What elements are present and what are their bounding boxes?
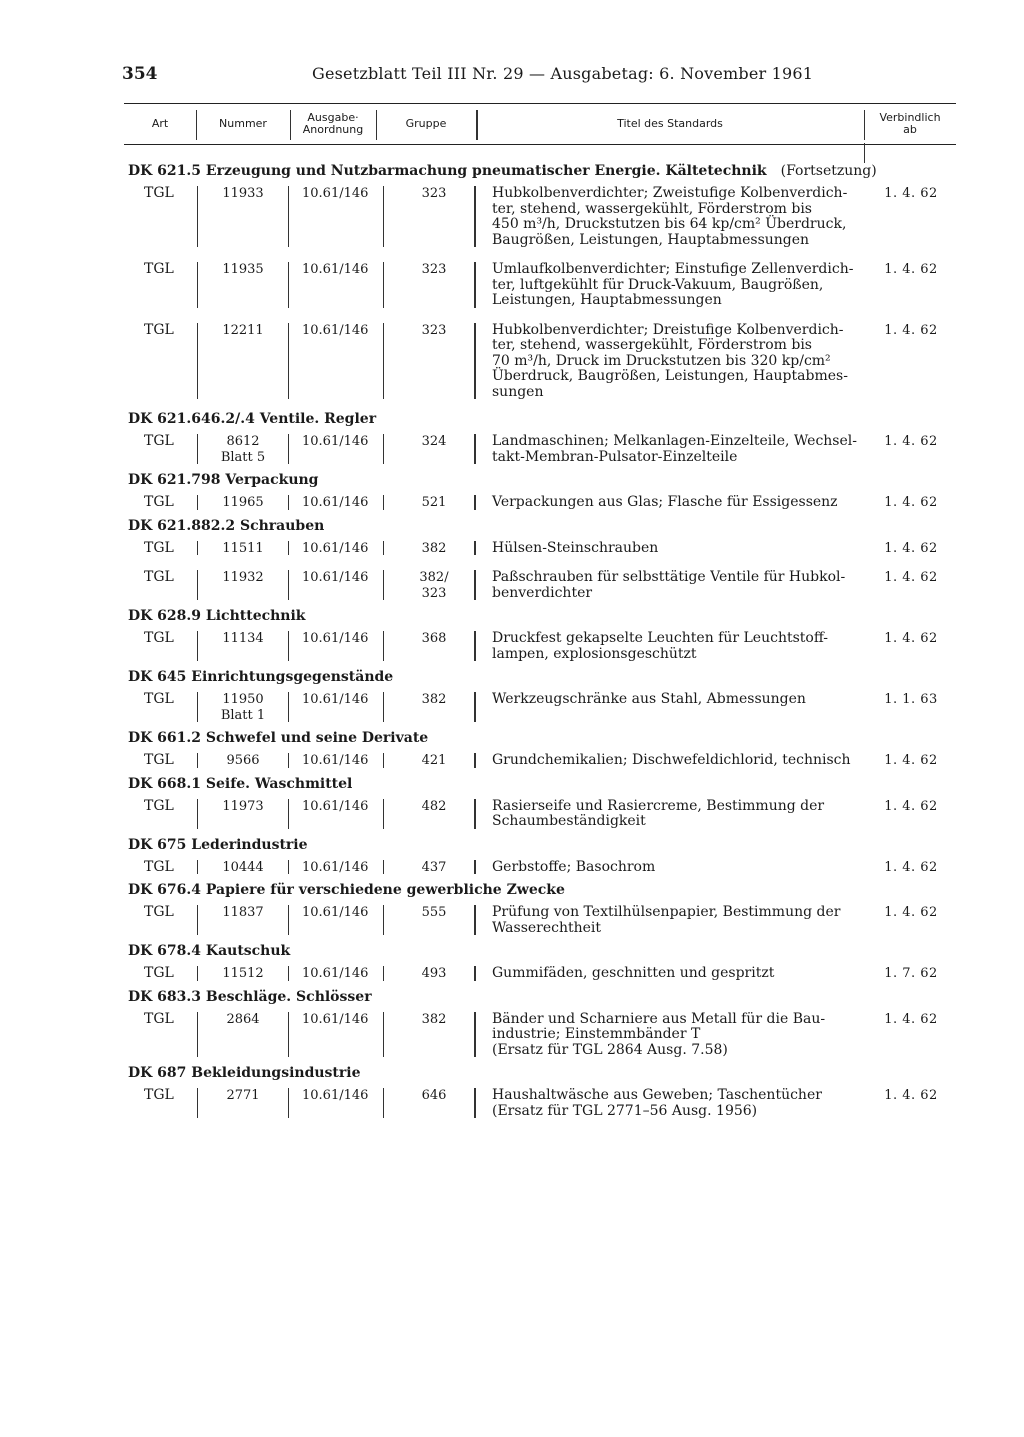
col-verbindlich-line1: Verbindlich	[879, 110, 941, 124]
section-heading	[0, 469, 1024, 491]
col-ausgabe-line1: Ausgabe·	[307, 110, 359, 124]
cell-ausgabe: 10.61/146	[302, 262, 369, 277]
row-divider	[383, 186, 384, 247]
cell-title	[492, 541, 858, 557]
col-nummer: Nummer	[219, 116, 267, 130]
section-heading-text: DK 683.3 Beschläge. Schlösser	[128, 988, 372, 1005]
section-heading-continuation: (Fortsetzung)	[780, 163, 877, 179]
row-divider	[383, 1012, 384, 1058]
table-row	[0, 1088, 1024, 1119]
cell-nummer	[200, 495, 286, 511]
cell-title	[492, 1012, 858, 1059]
row-divider	[383, 753, 384, 768]
cell-art: TGL	[144, 433, 174, 449]
section-heading-text: DK 687 Bekleidungsindustrie	[128, 1065, 361, 1081]
cell-title	[492, 570, 858, 601]
section-heading-text: DK 675 Lederindustrie	[128, 836, 308, 853]
cell-verbindlich-ab: 1. 4. 62	[884, 495, 938, 510]
cell-title	[492, 799, 858, 830]
cell-art: TGL	[144, 904, 174, 920]
col-art: Art	[151, 116, 169, 130]
section-heading	[0, 160, 1024, 182]
row-divider	[383, 495, 384, 510]
row-divider	[197, 323, 198, 400]
row-divider	[383, 631, 384, 661]
cell-nummer-line: 11933	[222, 186, 264, 201]
cell-nummer-line: 8612	[226, 434, 260, 449]
row-divider	[197, 570, 198, 600]
row-divider	[197, 905, 198, 935]
row-divider	[474, 186, 476, 247]
cell-nummer	[200, 966, 286, 982]
cell-nummer	[200, 692, 286, 723]
cell-gruppe	[400, 541, 468, 557]
cell-title	[492, 905, 858, 936]
cell-gruppe-line: 382	[421, 1011, 447, 1027]
cell-ausgabe: 10.61/146	[302, 1011, 369, 1027]
col-verbindlich	[864, 104, 956, 144]
section-heading	[0, 879, 1024, 901]
row-divider	[197, 495, 198, 510]
row-divider	[197, 541, 198, 556]
table-row	[0, 262, 1024, 309]
cell-gruppe	[400, 860, 468, 876]
cell-ausgabe: 10.61/146	[302, 434, 369, 449]
table-column-header	[124, 103, 956, 145]
row-divider	[288, 323, 289, 400]
cell-title	[492, 1088, 858, 1119]
cell-title-line: Hülsen-Steinschrauben	[492, 539, 659, 556]
row-divider	[474, 323, 476, 400]
cell-art: TGL	[144, 539, 174, 556]
row-divider	[383, 541, 384, 556]
row-divider	[197, 631, 198, 661]
cell-verbindlich-ab: 1. 4. 62	[884, 859, 938, 875]
cell-title-line: Paßschrauben für selbsttätige Ventile für Hubkol-	[492, 569, 846, 585]
cell-gruppe-line: 437	[421, 859, 447, 875]
cell-title	[492, 262, 858, 309]
cell-title	[492, 186, 858, 248]
row-divider	[197, 186, 198, 247]
cell-gruppe	[400, 495, 468, 511]
row-divider	[197, 966, 198, 981]
section-heading-text: DK 628.9 Lichttechnik	[128, 608, 306, 624]
dk-section	[0, 940, 1024, 982]
cell-ausgabe: 10.61/146	[302, 1088, 369, 1103]
cell-nummer	[200, 1012, 286, 1028]
cell-nummer	[200, 753, 286, 769]
cell-gruppe-line: 323	[421, 322, 447, 338]
row-divider	[288, 186, 289, 247]
cell-title-line: ter, stehend, wassergekühlt, Förderstrom bis	[492, 200, 812, 217]
cell-title-line: Druckfest gekapselte Leuchten für Leuchtstoff-	[492, 630, 829, 646]
row-divider	[383, 966, 384, 981]
cell-verbindlich-ab: 1. 1. 63	[884, 692, 938, 707]
cell-art: TGL	[144, 797, 174, 814]
cell-verbindlich-ab: 1. 4. 62	[884, 186, 938, 201]
table-row	[0, 631, 1024, 662]
cell-nummer-line: 11935	[222, 262, 264, 277]
row-divider	[288, 1012, 289, 1058]
cell-nummer-line: 11512	[222, 966, 264, 981]
row-divider	[383, 860, 384, 875]
table-row	[0, 434, 1024, 465]
cell-title-line: 70 m³/h, Druck im Druckstutzen bis 320 kp/cm²	[492, 352, 831, 369]
cell-nummer-line: 2864	[226, 1011, 260, 1027]
section-heading-text: DK 645 Einrichtungsgegenstände	[128, 669, 394, 685]
cell-gruppe-line: 324	[421, 434, 447, 449]
cell-title-line: industrie; Einstemmbänder T	[492, 1026, 701, 1042]
cell-title-line: lampen, explosionsgeschützt	[492, 645, 697, 662]
cell-art: TGL	[144, 569, 174, 585]
row-divider	[197, 860, 198, 875]
cell-gruppe	[400, 1088, 468, 1104]
running-head: Gesetzblatt Teil III Nr. 29 — Ausgabetag: 6. November 1961	[312, 64, 814, 83]
cell-title	[492, 631, 858, 662]
cell-title	[492, 860, 858, 876]
row-divider	[288, 753, 289, 768]
cell-ausgabe: 10.61/146	[302, 966, 369, 981]
col-verbindlich-line2: ab	[903, 123, 917, 136]
cell-gruppe-line: 382	[421, 692, 447, 707]
cell-verbindlich-ab: 1. 7. 62	[884, 966, 938, 981]
cell-title-line: Schaumbeständigkeit	[492, 813, 646, 829]
section-heading-text: DK 621.882.2 Schrauben	[128, 517, 325, 534]
cell-title-line: 450 m³/h, Druckstutzen bis 64 kp/cm² Überdruck,	[492, 216, 847, 232]
cell-nummer-line: 11134	[222, 631, 264, 646]
dk-section	[0, 727, 1024, 769]
cell-nummer-line: 11511	[222, 540, 264, 556]
cell-gruppe	[400, 434, 468, 450]
section-heading	[0, 986, 1024, 1008]
row-divider	[474, 1088, 476, 1118]
cell-title-line: Werkzeugschränke aus Stahl, Abmessungen	[492, 691, 806, 707]
cell-nummer	[200, 799, 286, 815]
cell-gruppe	[400, 1012, 468, 1028]
cell-ausgabe: 10.61/146	[302, 540, 369, 556]
cell-title-line: (Ersatz für TGL 2864 Ausg. 7.58)	[492, 1041, 728, 1058]
page-header	[0, 60, 1024, 90]
cell-art: TGL	[144, 691, 174, 707]
cell-title	[492, 495, 858, 511]
cell-title-line: takt-Membran-Pulsator-Einzelteile	[492, 448, 738, 465]
dk-section	[0, 834, 1024, 876]
cell-gruppe-line: 521	[421, 495, 447, 510]
col-ausgabe-line2: Anordnung	[302, 123, 364, 136]
row-divider	[288, 905, 289, 935]
section-heading	[0, 727, 1024, 749]
cell-gruppe-line: 555	[421, 905, 447, 920]
table-row	[0, 799, 1024, 830]
cell-title	[492, 692, 858, 708]
cell-nummer	[200, 631, 286, 647]
cell-nummer-line: 10444	[222, 859, 264, 875]
row-divider	[383, 905, 384, 935]
row-divider	[474, 753, 476, 768]
row-divider	[288, 495, 289, 510]
cell-title-line: Rasierseife und Rasiercreme, Bestimmung der	[492, 797, 825, 814]
row-divider	[288, 692, 289, 722]
row-divider	[474, 692, 476, 722]
cell-title-line: Umlaufkolbenverdichter; Einstufige Zellenverdich-	[492, 261, 854, 277]
section-heading	[0, 940, 1024, 962]
cell-title	[492, 753, 858, 769]
cell-verbindlich-ab: 1. 4. 62	[884, 631, 938, 646]
cell-art: TGL	[144, 185, 174, 201]
cell-gruppe	[400, 570, 468, 601]
cell-gruppe	[400, 799, 468, 815]
cell-verbindlich-ab: 1. 4. 62	[884, 753, 938, 768]
cell-title-line: benverdichter	[492, 584, 593, 601]
cell-title-line: Haushaltwäsche aus Geweben; Taschentücher	[492, 1087, 822, 1103]
table-row	[0, 692, 1024, 723]
table-row	[0, 323, 1024, 401]
cell-title	[492, 323, 858, 401]
dk-section	[0, 160, 1024, 400]
row-divider	[288, 631, 289, 661]
cell-nummer	[200, 186, 286, 202]
dk-section	[0, 515, 1024, 602]
dk-section	[0, 605, 1024, 662]
cell-title-line: Verpackungen aus Glas; Flasche für Essigessenz	[492, 494, 838, 510]
cell-gruppe-line: 382/	[419, 570, 449, 585]
dk-section	[0, 1062, 1024, 1119]
row-divider	[474, 495, 476, 510]
cell-gruppe-line: 482	[421, 798, 447, 814]
cell-verbindlich-ab: 1. 4. 62	[884, 322, 938, 338]
table-row	[0, 905, 1024, 936]
row-divider	[383, 799, 384, 829]
cell-nummer	[200, 905, 286, 921]
cell-nummer-line: 11973	[222, 798, 264, 814]
cell-gruppe-line: 323	[421, 262, 447, 277]
row-divider	[474, 541, 476, 556]
table-row	[0, 570, 1024, 601]
row-divider	[474, 631, 476, 661]
row-divider	[197, 1088, 198, 1118]
row-divider	[288, 541, 289, 556]
table-row	[0, 1012, 1024, 1059]
cell-gruppe-line: 323	[421, 585, 447, 601]
row-divider	[383, 434, 384, 464]
cell-nummer-line: 12211	[222, 322, 264, 338]
cell-ausgabe: 10.61/146	[302, 798, 369, 814]
section-heading-text: DK 676.4 Papiere für verschiedene gewerbliche Zwecke	[128, 882, 565, 898]
cell-title-line: Wasserechtheit	[492, 919, 602, 936]
cell-gruppe	[400, 186, 468, 202]
cell-gruppe-line: 646	[421, 1088, 447, 1103]
section-heading	[0, 605, 1024, 627]
cell-title-line: ter, luftgekühlt für Druck-Vakuum, Baugrößen,	[492, 276, 824, 293]
cell-verbindlich-ab: 1. 4. 62	[884, 1088, 938, 1103]
cell-ausgabe: 10.61/146	[302, 859, 369, 875]
row-divider	[383, 323, 384, 400]
cell-art: TGL	[144, 965, 174, 981]
cell-gruppe-line: 421	[421, 753, 447, 768]
cell-nummer-line: 9566	[226, 753, 260, 768]
row-divider	[197, 753, 198, 768]
cell-verbindlich-ab: 1. 4. 62	[884, 1011, 938, 1027]
dk-section	[0, 408, 1024, 465]
cell-gruppe	[400, 966, 468, 982]
row-divider	[197, 1012, 198, 1058]
col-titel: Titel des Standards	[617, 116, 723, 130]
section-heading-text: DK 668.1 Seife. Waschmittel	[128, 775, 353, 792]
table-row	[0, 495, 1024, 511]
cell-nummer-line: 11932	[222, 570, 264, 585]
cell-title-line: (Ersatz für TGL 2771–56 Ausg. 1956)	[492, 1102, 758, 1119]
cell-art: TGL	[144, 630, 174, 646]
cell-ausgabe: 10.61/146	[302, 631, 369, 646]
cell-ausgabe: 10.61/146	[302, 322, 369, 338]
cell-ausgabe: 10.61/146	[302, 753, 369, 768]
row-divider	[197, 692, 198, 722]
table-row	[0, 966, 1024, 982]
cell-gruppe	[400, 905, 468, 921]
cell-ausgabe: 10.61/146	[302, 186, 369, 201]
cell-ausgabe: 10.61/146	[302, 692, 369, 707]
row-divider	[288, 434, 289, 464]
row-divider	[383, 570, 384, 600]
row-divider	[197, 799, 198, 829]
cell-art: TGL	[144, 1010, 174, 1027]
cell-art: TGL	[144, 858, 174, 875]
row-divider	[474, 860, 476, 875]
section-heading	[0, 666, 1024, 688]
cell-title-line: Gummifäden, geschnitten und gespritzt	[492, 965, 775, 981]
section-heading	[0, 515, 1024, 537]
cell-nummer-line: Blatt 1	[220, 707, 266, 723]
page-number: 354	[122, 64, 158, 84]
cell-gruppe	[400, 631, 468, 647]
row-divider	[288, 860, 289, 875]
cell-art: TGL	[144, 494, 174, 510]
cell-title-line: Grundchemikalien; Dischwefeldichlorid, technisch	[492, 752, 851, 768]
cell-gruppe-line: 382	[421, 540, 447, 556]
section-heading-text: DK 621.5 Erzeugung und Nutzbarmachung pneumatischer Energie. Kältetechnik (Fortsetzung)	[128, 163, 877, 179]
cell-art: TGL	[144, 752, 174, 768]
section-heading	[0, 773, 1024, 795]
standards-table-body	[0, 160, 1024, 1123]
cell-title-line: sungen	[492, 383, 544, 400]
cell-nummer-line: 11837	[222, 905, 264, 920]
cell-title-line: ter, stehend, wassergekühlt, Förderstrom bis	[492, 337, 812, 353]
row-divider	[288, 262, 289, 308]
row-divider	[288, 1088, 289, 1118]
cell-title-line: Bänder und Scharniere aus Metall für die Bau-	[492, 1010, 826, 1027]
row-divider	[383, 1088, 384, 1118]
dk-section	[0, 469, 1024, 511]
cell-nummer	[200, 323, 286, 339]
cell-nummer	[200, 860, 286, 876]
dk-section	[0, 879, 1024, 936]
row-divider	[197, 262, 198, 308]
cell-gruppe	[400, 262, 468, 278]
row-divider	[197, 434, 198, 464]
cell-title-line: Prüfung von Textilhülsenpapier, Bestimmung der	[492, 904, 841, 920]
row-divider	[474, 799, 476, 829]
row-divider	[474, 966, 476, 981]
section-heading-text: DK 621.646.2/.4 Ventile. Regler	[128, 411, 377, 427]
cell-ausgabe: 10.61/146	[302, 570, 369, 585]
cell-verbindlich-ab: 1. 4. 62	[884, 570, 938, 585]
col-ausgabe	[290, 104, 376, 144]
cell-nummer	[200, 262, 286, 278]
col-gruppe: Gruppe	[405, 116, 447, 130]
cell-verbindlich-ab: 1. 4. 62	[884, 262, 938, 277]
row-divider	[288, 966, 289, 981]
cell-gruppe	[400, 753, 468, 769]
row-divider	[383, 692, 384, 722]
cell-gruppe-line: 368	[421, 631, 447, 646]
cell-ausgabe: 10.61/146	[302, 905, 369, 920]
cell-art: TGL	[144, 321, 174, 338]
row-divider	[383, 262, 384, 308]
cell-gruppe	[400, 692, 468, 708]
table-row	[0, 753, 1024, 769]
cell-nummer-line: 2771	[226, 1088, 260, 1103]
section-heading-text: DK 678.4 Kautschuk	[128, 943, 291, 959]
row-divider	[474, 262, 476, 308]
cell-ausgabe: 10.61/146	[302, 495, 369, 510]
section-heading	[0, 1062, 1024, 1084]
cell-nummer	[200, 1088, 286, 1104]
cell-title-line: Landmaschinen; Melkanlagen-Einzelteile, Wechsel-	[492, 433, 857, 449]
cell-gruppe	[400, 323, 468, 339]
cell-art: TGL	[144, 261, 174, 277]
cell-nummer	[200, 541, 286, 557]
section-heading-text: DK 661.2 Schwefel und seine Derivate	[128, 730, 429, 746]
cell-verbindlich-ab: 1. 4. 62	[884, 905, 938, 920]
cell-nummer-line: 11950	[222, 692, 264, 707]
row-divider	[474, 1012, 476, 1058]
cell-verbindlich-ab: 1. 4. 62	[884, 434, 938, 449]
cell-art: TGL	[144, 1087, 174, 1103]
table-row	[0, 860, 1024, 876]
cell-verbindlich-ab: 1. 4. 62	[884, 540, 938, 556]
dk-section	[0, 666, 1024, 723]
row-divider	[474, 905, 476, 935]
cell-title-line: Überdruck, Baugrößen, Leistungen, Hauptabmes-	[492, 368, 848, 384]
cell-title-line: Hubkolbenverdichter; Zweistufige Kolbenverdich-	[492, 185, 848, 201]
section-heading	[0, 408, 1024, 430]
row-divider	[288, 570, 289, 600]
cell-title-line: Gerbstoffe; Basochrom	[492, 858, 656, 875]
cell-gruppe-line: 323	[421, 186, 447, 201]
cell-title-line: Baugrößen, Leistungen, Hauptabmessungen	[492, 231, 810, 248]
cell-title-line: Leistungen, Hauptabmessungen	[492, 292, 722, 308]
cell-title	[492, 966, 858, 982]
cell-title	[492, 434, 858, 465]
cell-nummer-line: Blatt 5	[220, 449, 266, 465]
section-heading-text: DK 621.798 Verpackung	[128, 472, 319, 488]
cell-nummer-line: 11965	[222, 495, 264, 510]
dk-section	[0, 986, 1024, 1059]
table-row	[0, 541, 1024, 557]
row-divider	[474, 434, 476, 464]
cell-verbindlich-ab: 1. 4. 62	[884, 798, 938, 814]
section-heading	[0, 834, 1024, 856]
row-divider	[288, 799, 289, 829]
row-divider	[474, 570, 476, 600]
cell-nummer	[200, 434, 286, 465]
cell-gruppe-line: 493	[421, 966, 447, 981]
cell-title-line: Hubkolbenverdichter; Dreistufige Kolbenverdich-	[492, 321, 844, 338]
table-row	[0, 186, 1024, 248]
dk-section	[0, 773, 1024, 830]
cell-nummer	[200, 570, 286, 586]
